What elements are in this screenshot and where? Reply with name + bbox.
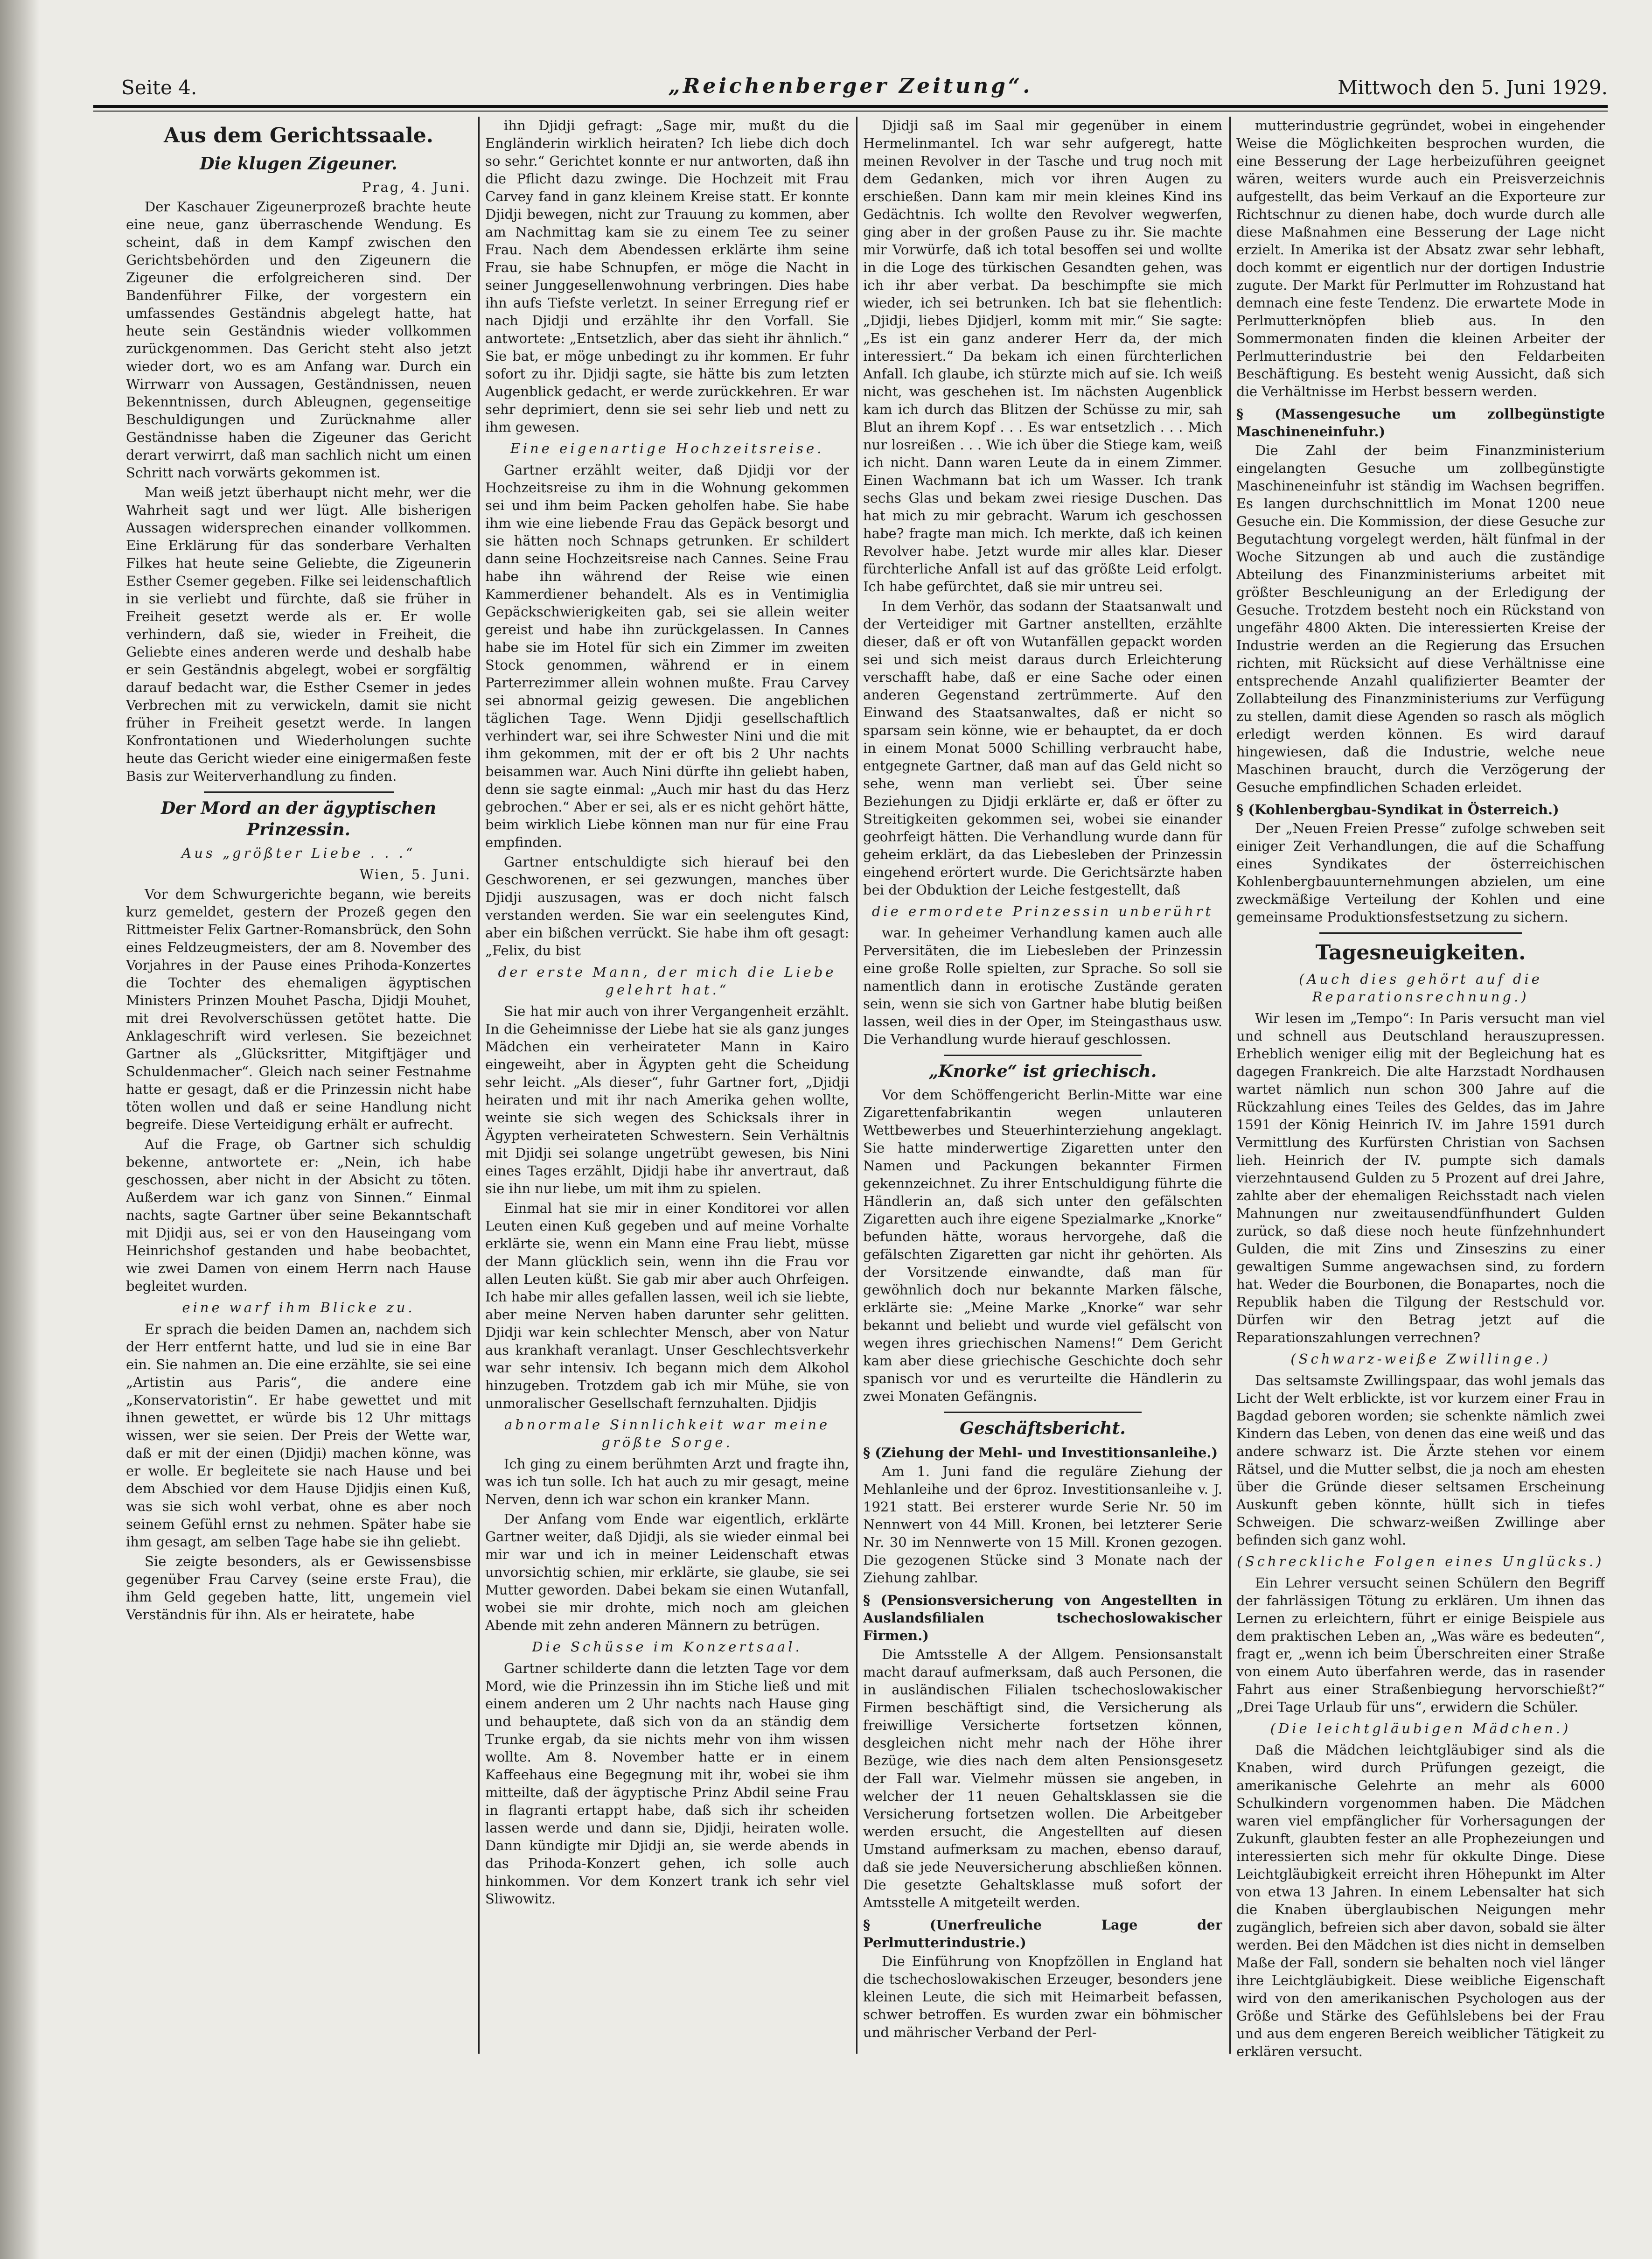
column-divider: [856, 117, 857, 2054]
paragraph: Gartner schilderte dann die letzten Tage vor dem Mord, wie die Prinzessin ihn im Stiche ließ und mit einem anderen um 2 Uhr nachts nach Hause ging und behauptete, daß sich von da an ständig dem Trunke ergab, da sie nichts mehr von ihm wissen wollte. Am 8. November hatte er in einem Kaffeehaus eine Begegnung mit ihr, wobei sie ihm mitteilte, daß der ägyptische Prinz Abdil seine Frau in flagranti ertappt habe, daß sich ihr scheiden lassen werde und dann sie, Djidji, heiraten wolle. Dann kündigte mir Djidji an, sie werde abends in das Prihoda-Konzert gehen, ich solle auch hinkommen. Vor dem Konzert trank ich sehr viel Sliwowitz.: [485, 1660, 849, 1907]
subheading: Die Schüsse im Konzertsaal.: [532, 1639, 802, 1655]
divider: [944, 1055, 1142, 1056]
paragraph: mutterindustrie gegründet, wobei in eingehender Weise die Möglichkeiten besprochen wurden, die eine Besserung der Lage herbeizuführen geeignet wären, weiters wurde auch ein Preisverzeichnis aufgestellt, das beim Verkauf an die Exporteure zur Richtschnur zu dienen habe, doch wurde durch alle diese Maßnahmen eine Besserung der Lage nicht erzielt. In Amerika ist der Absatz zwar sehr lebhaft, doch kommt er eigentlich nur der dortigen Industrie zugute. Der Markt für Perlmutter im Rohzustand hat demnach eine feste Tendenz. Die erwartete Mode in Perlmutterknöpfen blieb aus. In den Sommermonaten finden die kleinen Arbeiter der Perlmutterindustrie bei den Feldarbeiten Beschäftigung. Es besteht wenig Aussicht, daß sich die Verhältnisse im Herbst bessern werden.: [1236, 118, 1605, 399]
paragraph: Djidji saß im Saal mir gegenüber in einem Hermelinmantel. Ich war sehr aufgeregt, hatte meinen Revolver in der Tasche und trug noch mit dem Gedanken, mich vor ihren Augen zu erschießen. Dann kam mir mein kleines Kind ins Gedächtnis. Ich wollte den Revolver wegwerfen, ging aber in der großen Pause zu ihr. Sie machte mir Vorwürfe, daß ich total besoffen sei und wollte in die Loge des türkischen Gesandten gehen, was ich ihr aber verbat. Da beschimpfte sie mich wieder, ich sei betrunken. Ich bat sie flehentlich: „Djidji, liebes Djidjerl, komm mit mir.“ Sie sagte: „Es ist ein ganz anderer Herr da, der mich interessiert.“ Da bekam ich einen fürchterlichen Anfall. Ich glaube, ich stürzte mich auf sie. Ich weiß nicht, was geschehen ist. Im nächsten Augenblick kam ich durch das Blitzen der Schüsse zu mir, sah Blut an ihrem Kopf . . . Es war entsetzlich . . . Mich nur losreißen . . . Wie ich über die Stiege kam, weiß ich nicht. Dann waren Leute da in einem Zimmer. Einen Wachmann bat ich um Wasser. Ich trank sechs Glas und bekam zwei riesige Duschen. Das hat mich zu mir gebracht. Warum ich geschossen habe? fragte man mich. Ich merkte, daß ich keinen Revolver habe. Jetzt wurde mir alles klar. Dieser fürchterliche Anfall ist auf das größte Leid erfolgt. Ich habe gefürchtet, daß sie mir untreu sei.: [863, 118, 1222, 594]
divider: [204, 791, 394, 793]
page-number: Seite 4.: [121, 76, 197, 99]
column-divider: [478, 117, 480, 2054]
column-2: [485, 117, 849, 2063]
masthead: „Reichenberger Zeitung“.: [668, 74, 1033, 98]
paragraph: Das seltsamste Zwillingspaar, das wohl jemals das Licht der Welt erblickte, ist vor kurzem einer Frau in Bagdad geboren worden; sie schenkte nämlich zwei Kindern das Leben, von denen das eine weiß und das andere schwarz ist. Die Ärzte stehen vor einem Rätsel, und die Mutter selbst, die ja noch am ehesten über die Gründe dieser seltsamen Erscheinung Auskunft geben könnte, hüllt sich in tiefes Schweigen. Die schwarz-weißen Zwillinge aber befinden sich ganz wohl.: [1236, 1372, 1605, 1548]
item-title: (Auch dies gehört auf die Reparationsrechnung.): [1299, 971, 1542, 1005]
section-heading: Tagesneuigkeiten.: [1315, 941, 1526, 965]
paragraph: Daß die Mädchen leichtgläubiger sind als die Knaben, wird durch Prüfungen gezeigt, die amerikanische Gelehrte an mehr als 6000 Schulkindern vorgenommen haben. Die Mädchen waren viel empfänglicher für Vorhersagungen der Zukunft, glaubten fester an alle Prophezeiungen und interessierten sich mehr für okkulte Dinge. Diese Leichtgläubigkeit erreicht ihren Höhepunkt im Alter von etwa 13 Jahren. In einem Lebensalter hat sich die Knaben überglaubischen Neigungen mehr zugänglich, befreien sich aber davon, sobald sie älter werden. Bei den Mädchen ist dies nicht in demselben Maße der Fall, sondern sie behalten noch viel länger ihre Leichtgläubigkeit. Diese weibliche Eigenschaft wird von den amerikanischen Psychologen aus der Größe und Stärke des Gefühlslebens bei der Frau und aus dem engeren Bereich weiblicher Tätigkeit zu erklären versucht.: [1236, 1742, 1605, 2059]
paragraph: Vor dem Schwurgerichte begann, wie bereits kurz gemeldet, gestern der Prozeß gegen den Rittmeister Felix Gartner-Romansbrück, den Sohn eines Feldzeugmeisters, der am 8. November des Vorjahres in der Pause eines Prihoda-Konzertes die Tochter des ehemaligen ägyptischen Ministers Prinzen Mouhet Pascha, Djidji Mouhet, mit drei Revolverschüssen getötet hatte. Die Anklageschrift wird verlesen. Sie bezeichnet Gartner als „Glücksritter, Mitgiftjäger und Schuldenmacher“. Gleich nach seiner Festnahme hatte er gesagt, daß er die Prinzessin nicht habe töten wollen und daß er seine Handlung nicht begreife. Diese Verteidigung erhält er aufrecht.: [126, 886, 471, 1133]
paragraph: In dem Verhör, das sodann der Staatsanwalt und der Verteidiger mit Gartner anstellten, erzählte dieser, daß er oft von Wutanfällen gepackt worden sei und sich meist daraus durch Erleichterung verschafft habe, daß er eine Sache oder einen anderen Gegenstand zertrümmerte. Auf den Einwand des Staatsanwaltes, daß er nicht so sparsam sein könne, wie er behauptet, da er doch in einem Monat 5000 Schilling verbraucht habe, entgegnete Gartner, daß man auf das Geld nicht so sehe, wenn man verliebt sei. Über seine Beziehungen zu Djidji erklärte er, daß er öfter zu Streitigkeiten gekommen sei, wobei sie einander geohrfeigt hätten. Die Verhandlung wurde dann für geheim erklärt, da das Liebesleben der Prinzessin eingehend erörtert wurde. Die Gerichtsärzte haben bei der Obduktion der Leiche festgestellt, daß: [863, 598, 1222, 898]
spaced-quote: abnormale Sinnlichkeit war meine größte Sorge.: [504, 1417, 830, 1450]
paragraph: Der Anfang vom Ende war eigentlich, erklärte Gartner weiter, daß Djidji, als sie wieder einmal bei mir war und ich in meiner Leidenschaft etwas unvorsichtig schien, mir erklärte, sie glaube, sie sei Mutter geworden. Dabei bekam sie einen Wutanfall, wobei sie mir drohte, mich noch am gleichen Abende mit zehn anderen Männern zu betrügen.: [485, 1511, 849, 1633]
article-title: Der Mord an der ägyptischen Prinzessin.: [160, 798, 437, 839]
paragraph: Der „Neuen Freien Presse“ zufolge schweben seit einiger Zeit Verhandlungen, die auf die Schaffung eines Syndikates der österreichischen Kohlenbergbauunternehmungen abzielen, um eine zweckmäßige Verteilung der Kohlen und eine gemeinsame Produktionsfestsetzung zu sichern.: [1236, 820, 1605, 925]
paragraph: Er sprach die beiden Damen an, nachdem sich der Herr entfernt hatte, und lud sie in eine Bar ein. Sie nahmen an. Die eine erzählte, sie sei eine „Artistin aus Paris“, die andere eine „Konservatoristin“. Er habe gewettet und mit ihnen gewettet, er würde bis 12 Uhr mittags wissen, wer sie seien. Der Preis der Wette war, daß er mit der einen (Djidji) machen könne, was er wolle. Er begleitete sie nach Hause und bei dem Abschied vor dem Hause Djidjis einen Kuß, was sie sich wohl verbat, ohne es aber noch seinem Gefühl ernst zu nehmen. Später habe sie ihm gesagt, am selben Tage habe sie ihn geliebt.: [126, 1321, 471, 1550]
subheading: Eine eigenartige Hochzeitsreise.: [510, 441, 824, 456]
notice-title: § (Pensionsversicherung von Angestellten in Auslandsfilialen tschechoslowakischer Firmen.): [863, 1592, 1222, 1644]
notice-title: § (Unerfreuliche Lage der Perlmutterindustrie.): [863, 1917, 1222, 1951]
dateline: Prag, 4. Juni.: [362, 179, 471, 195]
paragraph: Sie hat mir auch von ihrer Vergangenheit erzählt. In die Geheimnisse der Liebe hat sie als ganz junges Mädchen ein verheirateter Mann in Kairo eingeweiht, aber in Ägypten geht die Scheidung sehr leicht. „Als dieser“, fuhr Gartner fort, „Djidji heiraten und mit ihr nach Amerika gehen wollte, weinte sie sich wegen des Schicksals ihrer in Ägypten verheirateten Schwestern. Sein Verhältnis mit Djidji sei solange ungetrübt gewesen, bis Nini eines Tages erzählt, Djidji habe ihr anvertraut, daß sie ihn nur liebe, um mit ihm zu spielen.: [485, 1003, 849, 1196]
divider: [1319, 932, 1522, 934]
paragraph: Gartner entschuldigte sich hierauf bei den Geschworenen, er sei gezwungen, manches über Djidji auszusagen, was er doch nicht falsch verstanden werden. Sie war ein seelengutes Kind, aber ein bißchen verrückt. Sie habe ihm oft gesagt: „Felix, du bist: [485, 854, 849, 958]
spaced-quote: der erste Mann, der mich die Liebe gelehrt hat.“: [498, 964, 836, 998]
article-subtitle: Aus „größter Liebe . . .“: [181, 845, 416, 861]
paragraph: Die Amtsstelle A der Allgem. Pensionsanstalt macht darauf aufmerksam, daß auch Personen, die in ausländischen Filialen tschechoslowakischer Firmen beschäftigt sind, die Versicherung als freiwillige Versicherte fortsetzen können, desgleichen nicht mehr nach der Höhe ihrer Bezüge, wie dies nach dem alten Pensionsgesetz der Fall war. Vielmehr müssen sie angeben, in welcher der 11 neuen Gehaltsklassen sie die Versicherung fortsetzen wollen. Die Arbeitgeber werden ersucht, die Angestellten auf diesen Umstand aufmerksam zu machen, ebenso darauf, daß sie jede Neuversicherung abschließen können. Die gesetzte Gehaltsklasse muß sofort der Amtsstelle A mitgeteilt werden.: [863, 1646, 1222, 1910]
notice-title: § (Kohlenbergbau-Syndikat in Österreich.): [1236, 802, 1559, 818]
paragraph: Der Kaschauer Zigeunerprozeß brachte heute eine neue, ganz überraschende Wendung. Es scheint, daß in dem Kampf zwischen den Gerichtsbehörden und den Zigeunern die Zigeuner die erfolgreicheren sind. Der Bandenführer Filke, der vorgestern ein umfassendes Geständnis abgelegt hatte, hat heute sein Geständnis wieder vollkommen zurückgenommen. Das Gericht steht also jetzt wieder dort, wo es am Anfang war. Durch ein Wirrwarr von Aussagen, Geständnissen, neuen Bekenntnissen, durch Ableugnen, gegenseitige Beschuldigungen und Zurücknahme aller Geständnisse haben die Zigeuner das Gericht derart verwirrt, daß man sachlich nicht um einen Schritt nach vorwärts gekommen ist.: [126, 199, 471, 481]
column-1: [126, 117, 471, 2063]
paragraph: Die Zahl der beim Finanzministerium eingelangten Gesuche um zollbegünstigte Maschineneinfuhr ist ständig im Wachsen begriffen. Es langen durchschnittlich im Monat 1200 neue Gesuche ein. Die Kommission, der diese Gesuche zur Begutachtung vorgelegt werden, hält fünfmal in der Woche Sitzungen ab und auch die zuständige Abteilung des Finanzministeriums arbeitet mit größter Beschleunigung an der Erledigung der Gesuche. Trotzdem besteht noch ein Rückstand von ungefähr 4800 Akten. Die interessierten Kreise der Industrie werden an die Regierung das Ersuchen richten, mit Rücksicht auf diese Verhältnisse eine entsprechende Anzahl qualifizierter Beamter der Zollabteilung des Finanzministeriums zur Verfügung zu stellen, damit diese Agenden so rasch als möglich erledigt werden können. Es wird darauf hingewiesen, daß die Industrie, welche neue Maschinen braucht, durch die Verzögerung der Gesuche empfindlichen Schaden erleidet.: [1236, 442, 1605, 795]
paragraph: ihn Djidji gefragt: „Sage mir, mußt du die Engländerin wirklich heiraten? Ich liebe dich doch so sehr.“ Gerichtet konnte er nur antworten, daß ihn die Pflicht dazu zwinge. Die Hochzeit mit Frau Carvey fand in ganz kleinem Kreise statt. Er konnte Djidji bewegen, nicht zur Trauung zu kommen, aber am Nachmittag kam sie zu einem Tee zu seiner Frau. Nach dem Abendessen erklärte ihm seine Frau, sie habe Schnupfen, er möge die Nacht in seiner Junggesellenwohnung verbringen. Dies habe ihn aufs Tiefste verletzt. In seiner Erregung rief er nach Djidji und erzählte ihr den Vorfall. Sie antwortete: „Entsetzlich, aber das sieht ihr ähnlich.“ Sie bat, er möge unbedingt zu ihr kommen. Er fuhr sofort zu ihr. Djidji sagte, sie hätte bis zum letzten Augenblick gedacht, er werde zurückkehren. Er war sehr deprimiert, denn sie sei sehr lieb und nett zu ihm gewesen.: [485, 118, 849, 435]
divider: [944, 1412, 1142, 1413]
paragraph: Vor dem Schöffengericht Berlin-Mitte war eine Zigarettenfabrikantin wegen unlauteren Wettbewerbes und Steuerhinterziehung angeklagt. Sie hatte minderwertige Zigaretten unter den Namen und Packungen bekannter Firmen gekennzeichnet. Zu ihrer Entschuldigung führte die Händlerin an, daß sich unter den gefälschten Zigaretten auch ihre eigene Spezialmarke „Knorke“ befunden hätte, woraus hervorgehe, daß die gefälschten Zigaretten gar nicht ihr gehörten. Als der Vorsitzende einwandte, daß man für gewöhnlich doch nur bekannte Marken fälsche, erklärte sie: „Meine Marke „Knorke“ war sehr bekannt und beliebt und wurde viel gefälscht von wegen ihres griechischen Namens!“ Dem Gericht kam aber diese griechische Geschichte doch sehr spanisch vor und es verurteilte die Händlerin zu zwei Monaten Gefängnis.: [863, 1087, 1222, 1404]
section-heading: Aus dem Gerichtssaale.: [163, 124, 433, 147]
column-3: [863, 117, 1222, 2063]
paragraph: Einmal hat sie mir in einer Konditorei vor allen Leuten einen Kuß gegeben und auf meine Vorhalte erklärte sie, wenn ein Mann eine Frau liebt, müsse der Mann glücklich sein, wenn ihn die Frau vor allen Leuten küßt. Sie gab mir aber auch Ohrfeigen. Ich habe mir alles gefallen lassen, weil ich sie liebte, aber meine Nerven haben darunter sehr gelitten. Djidji war kein schlechter Mensch, aber von Natur aus krankhaft veranlagt. Unser Geschlechtsverkehr war sehr intensiv. Ich begann mich dem Alkohol hinzugeben. Trotzdem gab ich mir Mühe, sie von unmoralischer Gesellschaft fernzuhalten. Djidjis: [485, 1200, 849, 1411]
column-divider: [1229, 117, 1231, 2054]
column-4: [1236, 117, 1605, 2063]
paragraph: Gartner erzählt weiter, daß Djidji vor der Hochzeitsreise zu ihm in die Wohnung gekommen sei und ihm beim Packen geholfen habe. Sie habe ihm wie eine liebende Frau das Gepäck besorgt und sie hätten noch Schnaps getrunken. Er schildert dann seine Hochzeitsreise nach Cannes. Seine Frau habe ihn während der Reise wie einen Kammerdiener behandelt. Als es in Ventimiglia Gepäckschwierigkeiten gab, sei sie allein weiter gereist und habe ihn zurückgelassen. In Cannes habe sie im Hotel für sich ein Zimmer im zweiten Stock genommen, während er in einem Parterrezimmer allein wohnen mußte. Frau Carvey sei abnormal geizig gewesen. Die angeblichen täglichen Tage. Wenn Djidji gesellschaftlich verhindert war, sei ihre Schwester Nini und die mit ihm gekommen, mit der er oft bis 2 Uhr nachts beisammen war. Auch Nini dürfte ihn geliebt haben, denn sie sagte einmal: „Auch mir hast du das Herz gebrochen.“ Aber er sei, als er es nicht gehört hätte, beim wirklich Liebe können man nur für eine Frau empfinden.: [485, 462, 849, 850]
paragraph: Wir lesen im „Tempo“: In Paris versucht man viel und schnell aus Deutschland herauszupressen. Erheblich weniger eilig mit der Begleichung hat es dagegen Frankreich. Die alte Harzstadt Nordhausen wartet nämlich nun schon 300 Jahre auf die Rückzahlung eines Teiles des Geldes, das im Jahre 1591 der König Heinrich IV. im Jahre 1591 durch Vermittlung des Kurfürsten Christian von Sachsen lieh. Heinrich der IV. pumpte sich damals vierzehntausend Gulden zu 5 Prozent auf drei Jahre, zahlte aber der ehemaligen Reichsstadt nach vielen Mahnungen nur zweitausendfünfhundert Gulden zurück, so daß diese noch heute fünfzehnhundert Gulden, die mit Zins und Zinseszins zu einer gewaltigen Summe angewachsen sind, zu fordern hat. Weder die Bourbonen, die Bonapartes, noch die Republik haben die Tilgung der Restschuld vor. Dürfen wir den Betrag jetzt auf die Reparationszahlungen verrechnen?: [1236, 1010, 1605, 1345]
dateline: Wien, 5. Juni.: [359, 867, 471, 882]
header-rule: [93, 105, 1608, 112]
paragraph: war. In geheimer Verhandlung kamen auch alle Perversitäten, die im Liebesleben der Prinzessin eine große Rolle spielten, zur Sprache. So soll sie namentlich dann in erotische Zustände geraten sein, wenn sie sich von Gartner habe blutig beißen lassen, weil dies in der Oper, im Steingasthaus usw. Die Verhandlung wurde hierauf geschlossen.: [863, 925, 1222, 1047]
issue-date: Mittwoch den 5. Juni 1929.: [1338, 76, 1608, 99]
paragraph: Die Einführung von Knopfzöllen in England hat die tschechoslowakischen Erzeuger, besonders jene kleinen Leute, die sich mit Heimarbeit befassen, schwer betroffen. Es wurden zwar ein böhmischer und mährischer Verband der Perl-: [863, 1953, 1222, 2040]
paragraph: Ich ging zu einem berühmten Arzt und fragte ihn, was ich tun solle. Ich hat auch zu mir gesagt, meine Nerven, denn ich war schon ein kranker Mann.: [485, 1456, 849, 1507]
paragraph: Ein Lehrer versucht seinen Schülern den Begriff der fahrlässigen Tötung zu erklären. Um ihnen das Lernen zu erleichtern, führt er einige Beispiele aus dem praktischen Leben an, „Was wäre es bedeuten“, fragt er, „wenn ich beim Überschreiten einer Straße von einem Auto überfahren werde, das in rasender Fahrt aus einer Straßenbiegung hervorschießt?“ „Drei Tage Urlaub für uns“, erwidern die Schüler.: [1236, 1575, 1605, 1715]
spaced-quote: eine warf ihm Blicke zu.: [182, 1300, 415, 1315]
article-title: Die klugen Zigeuner.: [200, 154, 397, 174]
paragraph: Auf die Frage, ob Gartner sich schuldig bekenne, antwortete er: „Nein, ich habe geschossen, aber nicht in der Absicht zu töten. Außerdem war ich ganz von Sinnen.“ Einmal nachts, sagte Gartner über seine Bekanntschaft mit Djidji aus, sei er von den Hauseingang vom Heinrichshof gestanden und habe beobachtet, wie zwei Damen von einem Herrn nach Hause begleitet wurden.: [126, 1136, 471, 1294]
item-title: (Die leichtgläubigen Mädchen.): [1270, 1720, 1571, 1736]
notice-title: § (Ziehung der Mehl- und Investitionsanleihe.): [863, 1445, 1218, 1461]
page-header: [93, 68, 1608, 105]
paragraph: Man weiß jetzt überhaupt nicht mehr, wer die Wahrheit sagt und wer lügt. Alle bisherigen Aussagen widersprechen einander vollkommen. Eine Erklärung für das sonderbare Verhalten Filkes hat heute seine Geliebte, die Zigeunerin Esther Csemer gegeben. Filke sei leidenschaftlich in sie verliebt und fürchte, daß sie früher in Freiheit gesetzt werde als er. Er wolle verhindern, daß sie, wieder in Freiheit, die Geliebte eines anderen werde und deshalb habe er sein Geständnis abgelegt, wobei er sorgfältig darauf bedacht war, die Esther Csemer in jedes Verbrechen mit zu verwickeln, damit sie nicht früher in Freiheit gesetzt werde. In langen Konfrontationen und Wiederholungen suchte heute das Gericht wieder eine einigermaßen feste Basis zur Weiterverhandlung zu finden.: [126, 484, 471, 784]
item-title: (Schwarz-weiße Zwillinge.): [1290, 1351, 1551, 1367]
section-heading: Geschäftsbericht.: [960, 1419, 1126, 1438]
paragraph: Sie zeigte besonders, als er Gewissensbisse gegenüber Frau Carvey (seine erste Frau), die ihm Geld gegeben hatte, litt, ungemein viel Verständnis für ihn. Als er heiratete, habe: [126, 1553, 471, 1623]
notice-title: § (Massengesuche um zollbegünstigte Maschineneinfuhr.): [1236, 406, 1605, 440]
article-title: „Knorke“ ist griechisch.: [928, 1062, 1157, 1081]
paragraph: Am 1. Juni fand die reguläre Ziehung der Mehlanleihe und der 6proz. Investitionsanleihe v. J. 1921 statt. Bei ersterer wurde Serie Nr. 50 im Nennwert von 44 Mill. Kronen, bei letzterer Serie Nr. 30 im Nennwerte von 15 Mill. Kronen gezogen. Die gezogenen Stücke sind 3 Monate nach der Ziehung zahlbar.: [863, 1463, 1222, 1586]
item-title: (Schreckliche Folgen eines Unglücks.): [1237, 1553, 1604, 1569]
bottom-margin: [40, 2063, 1652, 2259]
spaced-quote: die ermordete Prinzessin unberührt: [871, 903, 1214, 919]
